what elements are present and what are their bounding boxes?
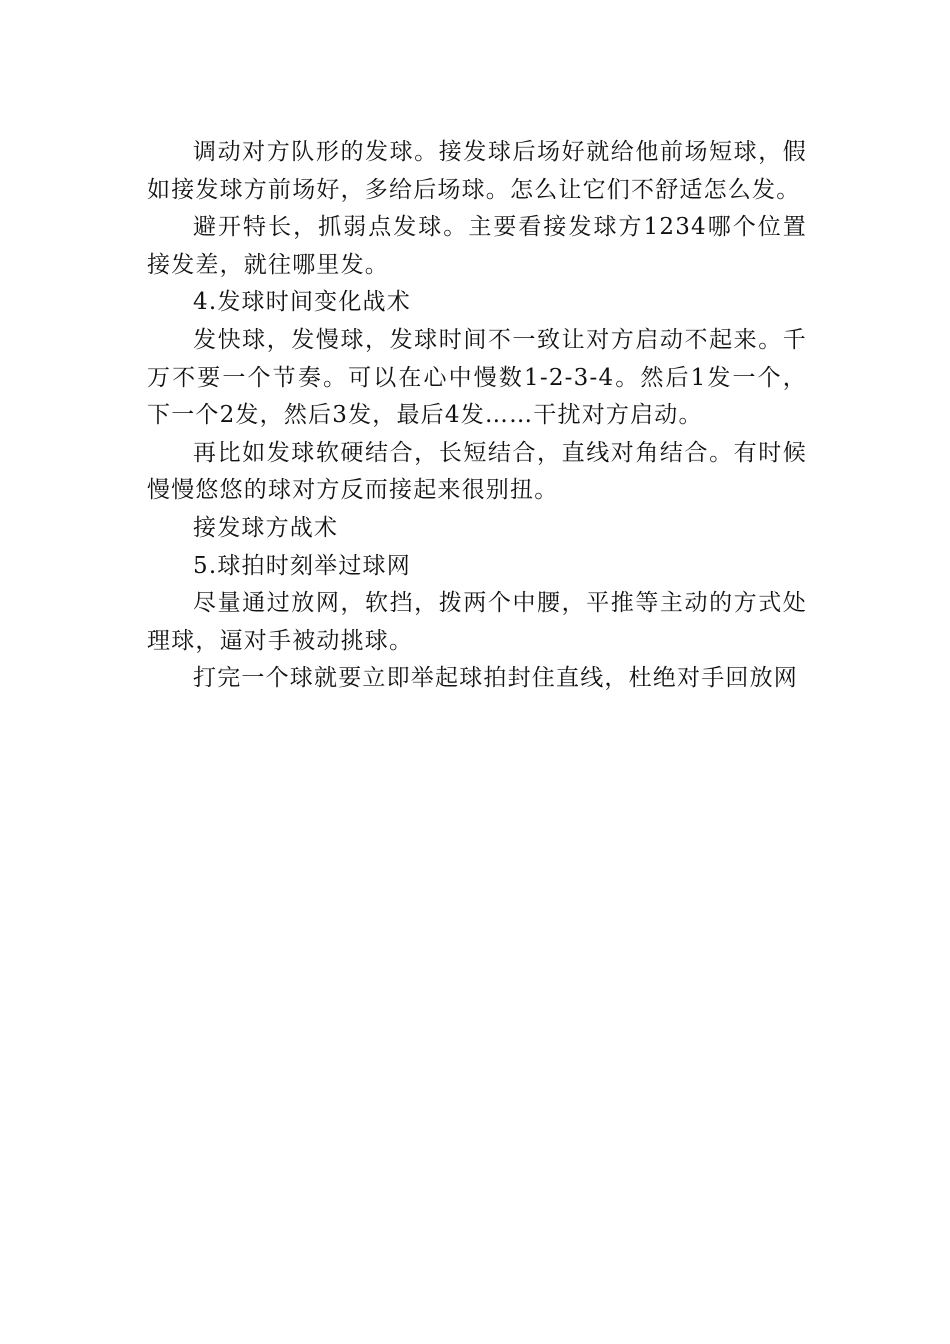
paragraph-serve-formation: 调动对方队形的发球。接发球后场好就给他前场短球，假如接发球方前场好，多给后场球。怎么让它们不舒适怎么发。 [147,139,807,203]
paragraph-raise-racket: 打完一个球就要立即举起球拍封住直线，杜绝对手回放网 [193,665,798,692]
paragraph-soft-hard-combination: 再比如发球软硬结合，长短结合，直线对角结合。有时候慢慢悠悠的球对方反而接起来很别扭。 [147,439,807,504]
document-body [147,134,807,698]
section-heading-racket-above-net: 5.球拍时刻举过球网 [193,552,411,579]
paragraph-active-handling: 尽量通过放网，软挡，拨两个中腰，平推等主动的方式处理球，逼对手被动挑球。 [147,590,807,654]
section-heading-receiver-tactics: 接发球方战术 [193,514,339,541]
paragraph-avoid-strengths: 避开特长，抓弱点发球。主要看接发球方1234哪个位置接发差，就往哪里发。 [147,214,807,278]
paragraph-fast-slow-serve: 发快球，发慢球，发球时间不一致让对方启动不起来。千万不要一个节奏。可以在心中慢数1-2-3-4。然后1发一个，下一个2发，然后3发，最后4发……干扰对方启动。 [147,326,807,429]
section-heading-serve-timing: 4.发球时间变化战术 [193,289,411,316]
